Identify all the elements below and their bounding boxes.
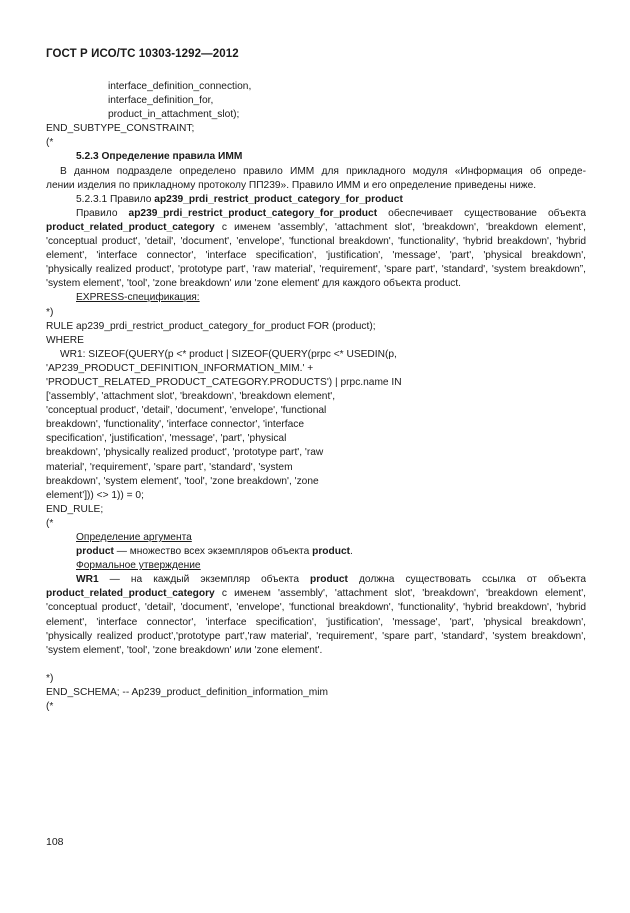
- code-line: *): [46, 306, 54, 318]
- paragraph-line: 'conceptual product', 'detail', 'document', 'envelope', 'functional breakdown', 'functionality', 'hybrid breakdown', 'hybrid: [46, 236, 586, 248]
- code-line: 'conceptual product', 'detail', 'document', 'envelope', 'functional: [46, 405, 327, 417]
- text-fragment: с именем 'assembly', 'attachment slot', 'breakdown', 'breakdown element',: [214, 221, 586, 233]
- argument-name: product: [76, 546, 114, 558]
- paragraph-line: лении изделия по прикладному протоколу ПП239». Правило ИММ и его определение приведены ниже.: [46, 179, 537, 191]
- page-content: [46, 80, 586, 714]
- code-line: WR1: SIZEOF(QUERY(p <* product | SIZEOF(QUERY(prpc <* USEDIN(p,: [60, 348, 397, 360]
- paragraph-line: 'physically realized product', 'prototype part', 'raw material', 'requirement', 'spare part', 'standard', 'system breakdown”,: [46, 264, 586, 276]
- code-line: specification', 'justification', 'message', 'part', 'physical: [46, 433, 287, 445]
- document-header: ГОСТ Р ИСО/ТС 10303-1292—2012: [46, 48, 239, 60]
- code-line: (*: [46, 701, 54, 713]
- code-line: (*: [46, 517, 54, 529]
- paragraph-line: 'physically realized product','prototype part','raw material', 'requirement', 'spare part', 'standard', 'system breakdown',: [46, 630, 586, 642]
- code-line: breakdown', 'system element', 'tool', 'zone breakdown', 'zone: [46, 475, 319, 487]
- paragraph-line: В данном подразделе определено правило ИММ для прикладного модуля «Информация об опреде-: [60, 165, 586, 177]
- paragraph-line: [46, 207, 586, 221]
- code-line: breakdown', 'physically realized product', 'prototype part', 'raw: [46, 447, 324, 459]
- paragraph-line: [46, 221, 586, 235]
- code-line: breakdown', 'functionality', 'interface connector', 'interface: [46, 419, 305, 431]
- code-line: ['assembly', 'attachment slot', 'breakdown', 'breakdown element',: [46, 391, 336, 403]
- formal-label-text: Формальное утверждение: [76, 560, 201, 572]
- code-line: material', 'requirement', 'spare part', 'standard', 'system: [46, 461, 293, 473]
- spacer: [46, 658, 586, 672]
- code-line: *): [46, 672, 54, 684]
- paragraph-line: element', 'interface connector', 'interface specification', 'justification', 'message', 'part', 'physical breakdown',: [46, 616, 586, 628]
- argument-definition: [46, 545, 586, 559]
- wr-label: WR1: [76, 574, 99, 586]
- argument-label: [46, 531, 586, 545]
- entity-name: product_related_product_category: [46, 221, 215, 233]
- paragraph-line: [46, 573, 586, 587]
- text-fragment: — множество всех экземпляров объекта: [113, 546, 313, 558]
- section-heading: 5.2.3 Определение правила ИММ: [76, 151, 243, 163]
- text-fragment: — на каждый экземпляр объекта: [98, 574, 311, 586]
- code-line: 'AP239_PRODUCT_DEFINITION_INFORMATION_MIM.' +: [46, 362, 314, 374]
- text-fragment: Правило: [76, 207, 129, 219]
- code-line: WHERE: [46, 334, 84, 346]
- code-line: interface_definition_connection,: [108, 81, 252, 92]
- subsection-prefix: 5.2.3.1 Правило: [76, 193, 155, 205]
- text-fragment: .: [350, 546, 353, 558]
- paragraph-line: 'system element', 'tool', 'zone breakdown' или 'zone element' для каждого объекта product.: [46, 278, 462, 290]
- text-fragment: с именем 'assembly', 'attachment slot', 'breakdown', 'breakdown element',: [214, 588, 586, 600]
- code-line: END_SCHEMA; -- Ap239_product_definition_information_mim: [46, 687, 328, 699]
- entity-name: product: [312, 546, 351, 558]
- rule-name: ap239_prdi_restrict_product_category_for_product: [128, 207, 378, 219]
- code-line: product_in_attachment_slot);: [108, 109, 240, 121]
- express-label-text: EXPRESS-спецификация:: [76, 292, 200, 304]
- entity-name: product: [310, 574, 348, 586]
- code-line: END_SUBTYPE_CONSTRAINT;: [46, 123, 195, 135]
- paragraph-line: [46, 587, 586, 601]
- code-line: (*: [46, 137, 54, 149]
- code-line: interface_definition_for,: [108, 95, 214, 107]
- entity-name: product_related_product_category: [46, 588, 215, 600]
- subsection-heading: [46, 193, 586, 207]
- code-line: 'PRODUCT_RELATED_PRODUCT_CATEGORY.PRODUCTS') | prpc.name IN: [46, 376, 402, 388]
- code-line: element'])) <> 1)) = 0;: [46, 489, 144, 501]
- argument-label-text: Определение аргумента: [76, 532, 192, 543]
- page-number: 108: [46, 836, 64, 848]
- formal-label: [46, 559, 586, 573]
- express-label: [46, 291, 586, 305]
- code-line: END_RULE;: [46, 503, 104, 515]
- paragraph-line: 'conceptual product', 'detail', 'document', 'envelope', 'functional breakdown', 'functionality', 'hybrid breakdown', 'hybrid: [46, 602, 586, 614]
- rule-name: ap239_prdi_restrict_product_category_for_product: [154, 193, 403, 205]
- paragraph-line: 'system element', 'tool', 'zone breakdown' или 'zone element'.: [46, 644, 323, 656]
- text-fragment: обеспечивает существование объекта: [377, 207, 586, 219]
- text-fragment: должна существовать ссылка от объекта: [347, 574, 586, 586]
- paragraph-line: element', 'interface connector', 'interface specification', 'justification', 'message', 'part', 'physical breakdown',: [46, 250, 586, 262]
- code-line: RULE ap239_prdi_restrict_product_category_for_product FOR (product);: [46, 320, 376, 332]
